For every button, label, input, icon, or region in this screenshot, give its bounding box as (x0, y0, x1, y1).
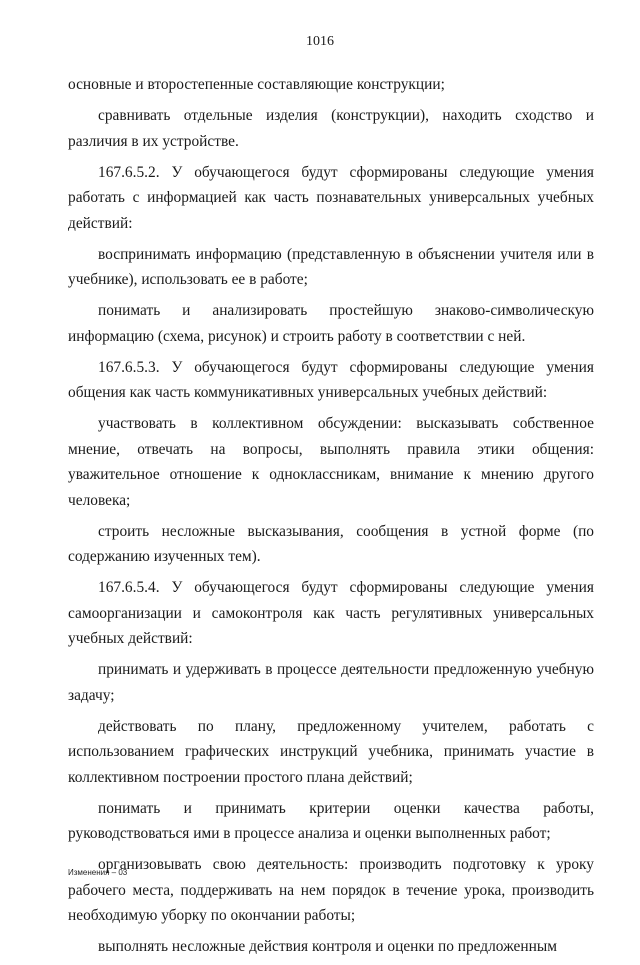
document-body (68, 72, 594, 965)
section-paragraph-167-6-5-2: 167.6.5.2. У обучающегося будут сформированы следующие умения работать с информацией как часть познавательных универсальных учебных действий: (68, 163, 594, 232)
section-paragraph-167-6-5-4: 167.6.5.4. У обучающегося будут сформированы следующие умения самоорганизации и самоконтроля как часть регулятивных универсальных учебных действий: (68, 579, 594, 647)
paragraph: воспринимать информацию (представленную в объяснении учителя или в учебнике), использовать ее в работе; (68, 245, 594, 288)
paragraph: сравнивать отдельные изделия (конструкции), находить сходство и различия в их устройстве. (68, 107, 594, 150)
footer-revision: Изменения – 03 (68, 868, 128, 877)
paragraph: организовывать свою деятельность: производить подготовку к уроку рабочего места, поддерживать на нем порядок в течение урока, производить необходимую уборку по окончании работы; (68, 856, 594, 924)
paragraph: участвовать в коллективном обсуждении: высказывать собственное мнение, отвечать на вопросы, выполнять правила этики общения: уважительное отношение к одноклассникам, внимание к мнению другого человека; (68, 415, 594, 509)
section-paragraph-167-6-5-3: 167.6.5.3. У обучающегося будут сформированы следующие умения общения как часть коммуникативных универсальных учебных действий: (68, 358, 594, 401)
paragraph-truncated: выполнять несложные действия контроля и оценки по предложенным (98, 938, 557, 955)
paragraph: строить несложные высказывания, сообщения в устной форме (по содержанию изученных тем). (68, 522, 594, 565)
paragraph: принимать и удерживать в процессе деятельности предложенную учебную задачу; (68, 661, 594, 704)
paragraph-continuation: основные и второстепенные составляющие конструкции; (68, 76, 445, 93)
paragraph: действовать по плану, предложенному учителем, работать с использованием графических инструкций учебника, принимать участие в коллективном построении простого плана действий; (68, 717, 594, 786)
paragraph: понимать и принимать критерии оценки качества работы, руководствоваться ими в процессе анализа и оценки выполненных работ; (68, 799, 594, 842)
paragraph: понимать и анализировать простейшую знаково-символическую информацию (схема, рисунок) и строить работу в соответствии с ней. (68, 302, 594, 345)
page-number: 1016 (306, 34, 334, 49)
